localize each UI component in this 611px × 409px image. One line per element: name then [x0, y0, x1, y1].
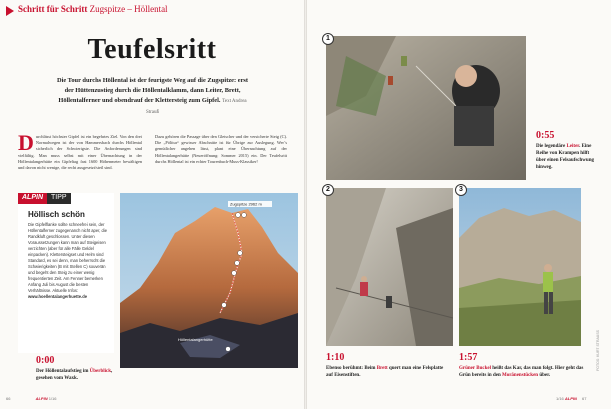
photo-brett [326, 188, 453, 346]
article-lead [55, 76, 250, 118]
caption-time-110: 1:10 [326, 352, 345, 363]
summit-label: Zugspitze 2962 m [230, 201, 262, 207]
caption-055-part-a: Die legendäre [536, 144, 567, 149]
tipp-label: TIPP [47, 193, 71, 204]
section-header [18, 4, 168, 14]
route-overview-photo [120, 193, 298, 368]
caption-110-part-a: Ebenso berühmt: Beim [326, 366, 377, 371]
tipp-title: Höllisch schön [28, 210, 85, 219]
page-number-left: 66 [6, 396, 11, 401]
body-column-1 [18, 130, 142, 171]
tipp-header [18, 193, 114, 204]
footer-left [6, 396, 57, 401]
body-column-2 [155, 134, 287, 165]
page-number-right: 67 [582, 396, 587, 401]
tipp-brand: ALPIN [18, 193, 47, 204]
photo-credit: FOTOS: KURT STRAUSS [596, 330, 600, 371]
byline: Text Andrea Strauß [145, 99, 247, 115]
footer-brand-left: ALPIN [35, 396, 48, 401]
drop-cap: D [18, 130, 34, 155]
caption-055-highlight: Leiter [566, 144, 580, 149]
caption-055-part-b: . Eine Reihe von Krampen hilft über einen Felsaufschwung hinweg. [536, 144, 594, 170]
caption-157-highlight-1: Grüner Buckel [459, 366, 491, 371]
tipp-body [28, 222, 108, 300]
caption-0-part-b: , gesehen vom Waxk. [36, 369, 113, 381]
caption-text-110 [326, 365, 451, 379]
footer-issue-right: 1/16 [556, 396, 564, 401]
caption-text-157 [459, 365, 584, 379]
caption-text-055 [536, 143, 600, 171]
photo-gruener-buckel [459, 188, 581, 346]
footer-right [556, 396, 587, 401]
tipp-box [18, 193, 114, 353]
caption-0-highlight: Überblick [89, 369, 112, 374]
caption-0-part-a: Der Höllentalaufstieg im [36, 369, 90, 374]
section-name: Schritt für Schritt [18, 4, 88, 14]
article-title: Teufelsritt [87, 34, 217, 65]
caption-110-part-b: quert man eine Felsplatte auf Eisenstiften. [326, 366, 444, 378]
caption-time-055: 0:55 [536, 130, 555, 141]
section-location: Zugspitze – Höllental [89, 4, 168, 14]
page-gutter [304, 0, 307, 409]
caption-110-highlight: Brett [376, 366, 388, 371]
caption-157-highlight-2: Moränenstücken [501, 373, 539, 378]
hut-label: Höllentalangerhütte [178, 337, 213, 342]
caption-157-part-b: über. [538, 373, 551, 378]
caption-time-0: 0:00 [36, 355, 55, 366]
footer-issue-left: 1/16 [48, 396, 57, 401]
body-text-1: urchlässt höchster Gipfel ist ein begehrtes Ziel. Von den drei Normalwegen ist der von Hammersbach durchs Höllental sicherlich der Schwierigste. Die Anforderungen sind vielfältig. Man muss selbst mit einer Übernachtung in der Höllentalangerhütte ein Gipfeltag fast 1600 Höhenmeter bewältigen und davon nicht wenige, die recht ausgesetzt/steil sind. [18, 134, 142, 171]
caption-text-0 [36, 368, 116, 382]
photo-number-1: 1 [322, 33, 334, 45]
footer-brand-right: ALPIN [564, 396, 577, 401]
caption-157-part-a: heißt das Kar, das man folgt. Hier geht das Grün bereits in den [459, 366, 584, 378]
header-arrow-icon [6, 6, 14, 16]
photo-ladder [326, 36, 526, 180]
photo-number-2: 2 [322, 184, 334, 196]
photo-number-3: 3 [455, 184, 467, 196]
tipp-link[interactable]: www.hoellentalangerhuette.de [28, 294, 87, 299]
lead-text: Die Tour durchs Höllental ist der feurigste Weg auf die Zugspitze: erst der Hüttenzustieg durch die Höllentalklamm, dann Leiter, Brett, Höllentalferner und obendrauf der Klettersteig zum Gipfel. [56, 77, 249, 104]
tipp-text: Die Gipfelflanke sollte schneefrei sein, der Höllentalferner zugegenanch nicht aper, die Randkluft geschlossen. Unter diesen Voraussetzungen kann man auf Steigeisen verzichten (aber für alle Fälle Geldel einpacken). Klettersteigset und Helm sind Standard, es sei denn, man beherrscht die Schwierigkeiten (B mit Stellen C) souverän und begeht den Steig zu einer wenig frequentierten Zeit. Am Fenner bemerken Anfang Juli bis August die besten Verhältnisse. Aktuelle Infos: [28, 222, 107, 293]
body-text-2: Dazu gehören die Passage über den Gletscher und der versicherte Steig (C). Die „Pölitur“ gewisser Abschnitte ist für Übrige zur Auslegung. Wer’s gemütlicher angehen lässt, plant eine Übernachtung auf der Höllentalangerhütte (Neueröffnung: Sommer 2015) ein. Der Teufelsritt durchs Höllental ist ein echter Tourenbuch-Muss-Klassiker! [155, 134, 287, 164]
caption-time-157: 1:57 [459, 352, 478, 363]
